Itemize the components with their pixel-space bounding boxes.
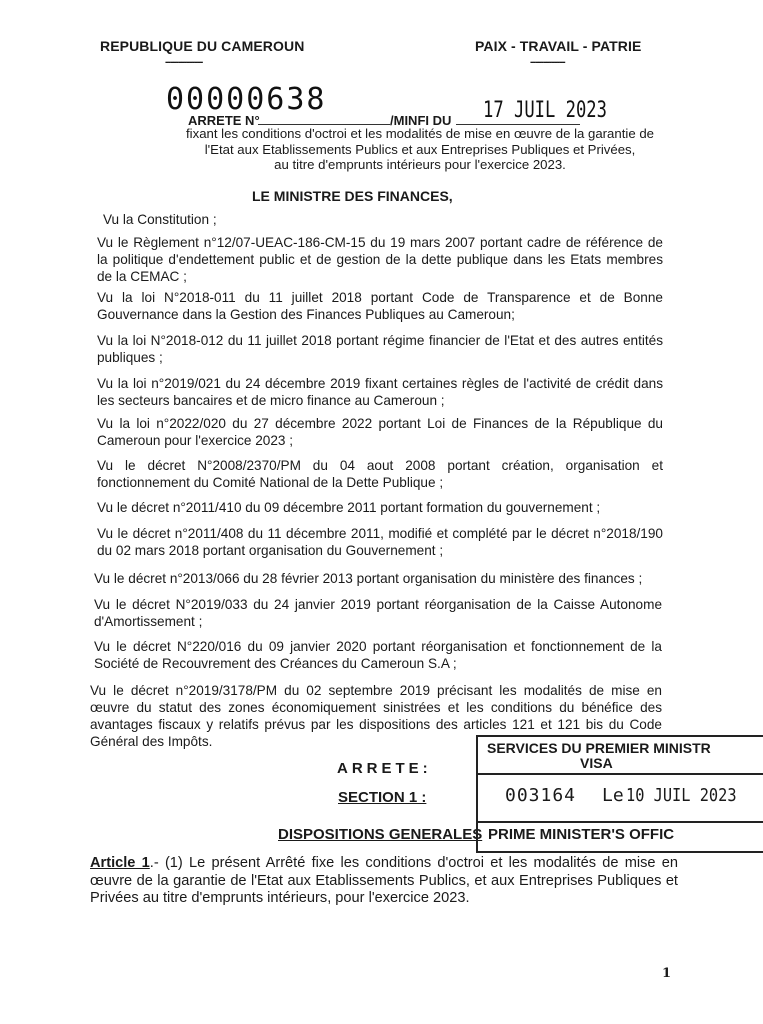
vu-clause: Vu la loi n°2019/021 du 24 décembre 2019 fixant certaines règles de l'activité de crédit dans les secteurs bancaires et de micro finance au Cameroun ; (97, 376, 663, 408)
article-1 (90, 855, 678, 908)
vu-clause: Vu le décret n°2013/066 du 28 février 2013 portant organisation du ministère des finances ; (94, 571, 643, 586)
article-1-label: Article 1 (90, 855, 150, 871)
visa-line3: PRIME MINISTER'S OFFIC (488, 826, 675, 843)
header-right: PAIX - TRAVAIL - PATRIE (475, 38, 642, 54)
section-heading: SECTION 1 : (338, 789, 427, 806)
visa-divider (478, 773, 763, 775)
header-left-dash: -------------- (165, 56, 203, 68)
order-date-stamp: 17 JUIL 2023 (483, 98, 607, 123)
order-label: ARRETE N° (188, 113, 260, 128)
order-number-stamp: 00000638 (166, 82, 327, 117)
visa-divider (478, 821, 763, 823)
subtitle-line: l'Etat aux Etablissements Publics et aux Entreprises Publiques et Privées, (204, 141, 636, 157)
vu-clause: Vu le décret n°2019/3178/PM du 02 septembre 2019 précisant les modalités de mise en œuvre du statut des zones économiquement sinistrées et les conditions du bénéfice des avantages fiscaux y relatifs prévus par les dispositions des articles 121 et 121 bis du Code Général des Impôts. (90, 683, 662, 749)
visa-stamp (476, 735, 763, 853)
article-1-text: .- (1) Le présent Arrêté fixe les conditions d'octroi et les modalités de mise en œuvre de la garantie de l'Etat aux Etablissements Publics, et aux Entreprises Publiques et Privées au titre d'emprunts intérieurs, pour l'exercice 2023. (90, 855, 678, 906)
visa-line1: SERVICES DU PREMIER MINISTR (487, 740, 711, 756)
vu-clause: Vu la loi N°2018-012 du 11 juillet 2018 portant régime financier de l'Etat et des autres entités publiques ; (97, 333, 663, 365)
page-number: 1 (662, 966, 672, 981)
visa-date-prefix: Le (602, 785, 624, 806)
vu-clause: Vu le décret N°2008/2370/PM du 04 aout 2008 portant création, organisation et fonctionnement du Comité National de la Dette Publique ; (97, 458, 663, 490)
order-subtitle (170, 126, 670, 173)
vu-clause: Vu le décret N°220/016 du 09 janvier 2020 portant réorganisation et fonctionnement de la Société de Recouvrement des Créances du Cameroun S.A ; (94, 639, 662, 671)
visa-date: 10 JUIL 2023 (626, 785, 737, 806)
minister-heading: LE MINISTRE DES FINANCES, (252, 188, 453, 204)
vu-clause: Vu la loi n°2022/020 du 27 décembre 2022 portant Loi de Finances de la République du Cameroun pour l'exercice 2023 ; (97, 416, 663, 448)
header-left: REPUBLIQUE DU CAMEROUN (100, 38, 305, 54)
order-number-underline (258, 124, 390, 125)
subtitle-line: fixant les conditions d'octroi et les modalités de mise en œuvre de la garantie de (186, 126, 654, 141)
vu-clause: Vu le décret n°2011/408 du 11 décembre 2011, modifié et complété par le décret n°2018/190 du 02 mars 2018 portant organisation du Gouvernement ; (97, 526, 663, 558)
vu-clause: Vu le Règlement n°12/07-UEAC-186-CM-15 du 19 mars 2007 portant cadre de référence de la politique d'endettement public et de gestion de la dette publique dans les Etats membres de la CEMAC ; (97, 235, 663, 284)
order-date-underline (456, 124, 580, 125)
vu-clause: Vu la Constitution ; (103, 212, 217, 227)
dispositions-heading: DISPOSITIONS GENERALES (278, 826, 483, 843)
vu-clause: Vu le décret N°2019/033 du 24 janvier 2019 portant réorganisation de la Caisse Autonome d'Amortissement ; (94, 597, 662, 629)
visa-number: 003164 (505, 785, 577, 806)
arrete-heading: ARRETE: (337, 760, 432, 777)
order-suffix: /MINFI DU (390, 113, 452, 128)
subtitle-line: au titre d'emprunts intérieurs pour l'exercice 2023. (274, 157, 566, 172)
header-right-dash: ------------- (530, 56, 565, 68)
vu-clause: Vu la loi N°2018-011 du 11 juillet 2018 portant Code de Transparence et de Bonne Gouvernance dans la Gestion des Finances Publiques au Cameroun; (97, 290, 663, 322)
vu-clause: Vu le décret n°2011/410 du 09 décembre 2011 portant formation du gouvernement ; (97, 500, 601, 515)
visa-line2: VISA (580, 755, 613, 771)
